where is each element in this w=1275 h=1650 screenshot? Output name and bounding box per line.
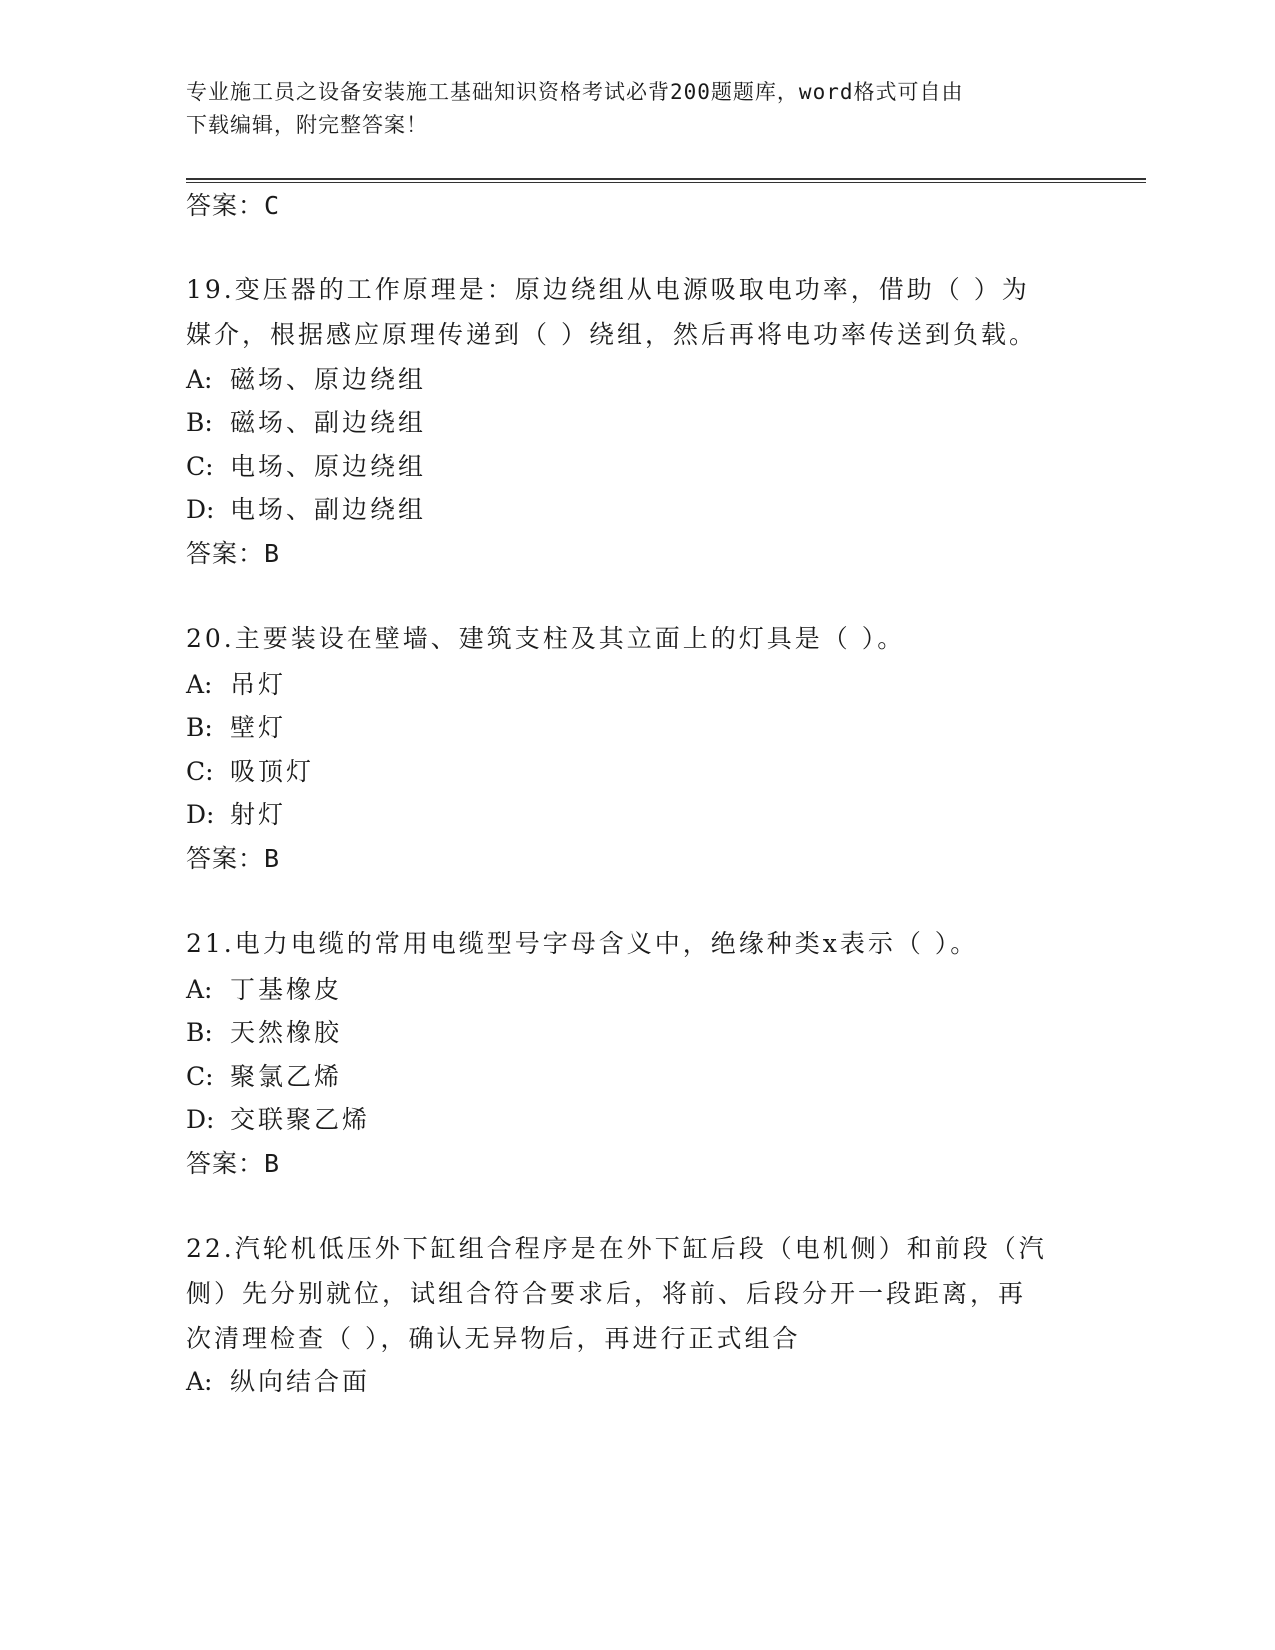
answer-label: 答案：	[186, 1149, 265, 1178]
option-key: A:	[186, 365, 213, 394]
option-text: 聚氯乙烯	[230, 1062, 343, 1091]
option-key: B:	[186, 1018, 213, 1047]
option-d	[186, 1100, 370, 1136]
option-text: 电场、原边绕组	[230, 452, 427, 481]
option-c	[186, 752, 314, 788]
answer-value: B	[264, 1149, 281, 1178]
option-c	[186, 1057, 342, 1093]
question-19	[186, 267, 1066, 357]
answer-label: 答案：	[186, 844, 265, 873]
option-a	[186, 970, 342, 1006]
option-a	[186, 1362, 370, 1398]
option-text: 电场、副边绕组	[230, 495, 427, 524]
option-text: 丁基橡皮	[230, 975, 343, 1004]
option-text: 吊灯	[230, 670, 287, 699]
option-d	[186, 795, 286, 831]
question-22	[186, 1226, 1066, 1361]
question-text: 21.电力电缆的常用电缆型号字母含义中，绝缘种类x表示（ ）。	[186, 929, 979, 958]
option-key: C:	[186, 1062, 214, 1091]
header-line-2: 下载编辑，附完整答案！	[186, 113, 428, 137]
answer-line	[186, 534, 280, 570]
option-text: 壁灯	[230, 713, 287, 742]
option-a	[186, 665, 286, 701]
option-text: 射灯	[230, 800, 287, 829]
question-text: 22.汽轮机低压外下缸组合程序是在外下缸后段（电机侧）和前段（汽	[186, 1234, 1047, 1263]
option-key: A:	[186, 1367, 213, 1396]
option-text: 纵向结合面	[230, 1367, 371, 1396]
header-rule-thick	[186, 178, 1146, 180]
question-text: 次清理检查（ ），确认无异物后，再进行正式组合	[186, 1324, 801, 1353]
option-key: B:	[186, 713, 213, 742]
option-key: A:	[186, 670, 213, 699]
option-text: 天然橡胶	[230, 1018, 343, 1047]
question-text: 19.变压器的工作原理是：原边绕组从电源吸取电功率，借助（ ）为	[186, 275, 1030, 304]
option-b	[186, 1013, 342, 1049]
option-key: C:	[186, 757, 214, 786]
option-text: 磁场、原边绕组	[230, 365, 427, 394]
answer-label: 答案：	[186, 191, 265, 220]
question-text: 侧）先分别就位，试组合符合要求后，将前、后段分开一段距离，再	[186, 1279, 1027, 1308]
option-b	[186, 403, 426, 439]
option-b	[186, 708, 286, 744]
option-text: 交联聚乙烯	[230, 1105, 371, 1134]
answer-value: B	[264, 539, 281, 568]
option-c	[186, 447, 426, 483]
option-key: D:	[186, 495, 215, 524]
document-header	[186, 76, 1066, 142]
answer-line	[186, 839, 280, 875]
option-d	[186, 490, 426, 526]
answer-label: 答案：	[186, 539, 265, 568]
question-21	[186, 921, 1066, 966]
option-key: A:	[186, 975, 213, 1004]
answer-line-prev	[186, 186, 280, 222]
option-a	[186, 360, 426, 396]
option-key: B:	[186, 408, 213, 437]
question-text: 媒介，根据感应原理传递到（ ）绕组，然后再将电功率传送到负载。	[186, 320, 1037, 349]
option-key: D:	[186, 800, 215, 829]
answer-value: C	[264, 191, 281, 220]
question-20	[186, 616, 1066, 661]
answer-line	[186, 1144, 280, 1180]
header-line-1: 专业施工员之设备安装施工基础知识资格考试必背200题题库，word格式可自由	[186, 80, 964, 104]
answer-value: B	[264, 844, 281, 873]
option-text: 磁场、副边绕组	[230, 408, 427, 437]
option-key: C:	[186, 452, 214, 481]
header-rule-thin	[186, 182, 1146, 183]
option-key: D:	[186, 1105, 215, 1134]
question-text: 20.主要装设在壁墙、建筑支柱及其立面上的灯具是（ ）。	[186, 624, 906, 653]
option-text: 吸顶灯	[230, 757, 315, 786]
